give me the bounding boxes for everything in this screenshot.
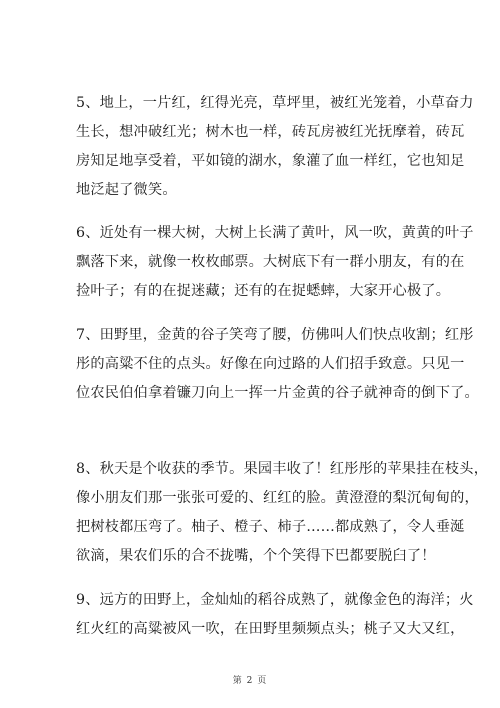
paragraph-line: 彤的高粱不住的点头。好像在向过路的人们招手致意。只见一 xyxy=(76,356,465,372)
paragraph-5 xyxy=(76,89,474,205)
paragraph-line: 位农民伯伯拿着镰刀向上一挥一片金黄的谷子就神奇的倒下了。 xyxy=(76,385,479,401)
paragraph-6 xyxy=(76,219,474,306)
paragraph-line: 6、近处有一棵大树，大树上长满了黄叶，风一吹，黄黄的叶子 xyxy=(76,225,474,241)
paragraph-line: 像小朋友们那一张张可爱的、红红的脸。黄澄澄的梨沉甸甸的， xyxy=(76,490,479,506)
paragraph-line: 捡叶子；有的在捉迷藏；还有的在捉蟋蟀，大家开心极了。 xyxy=(76,283,451,299)
paragraph-7 xyxy=(76,321,479,408)
paragraph-line: 地泛起了微笑。 xyxy=(76,182,177,198)
paragraph-line: 把树枝都压弯了。柚子、橙子、柿子……都成熟了，令人垂涎 xyxy=(76,519,465,535)
paragraph-line: 7、田野里，金黄的谷子笑弯了腰，仿佛叫人们快点收割；红彤 xyxy=(76,327,474,343)
paragraph-line: 红火红的高粱被风一吹，在田野里频频点头；桃子又大又红， xyxy=(76,621,465,637)
paragraph-8 xyxy=(76,455,489,571)
paragraph-line: 房知足地享受着，平如镜的湖水，象灌了血一样红，它也知足 xyxy=(76,153,465,169)
paragraph-9 xyxy=(76,586,474,644)
paragraph-line: 9、远方的田野上，金灿灿的稻谷成熟了，就像金色的海洋；火 xyxy=(76,592,474,608)
paragraph-line: 生长，想冲破红光；树木也一样，砖瓦房被红光抚摩着，砖瓦 xyxy=(76,124,465,140)
paragraph-line: 5、地上，一片红，红得光亮，草坪里，被红光笼着，小草奋力 xyxy=(76,95,474,111)
paragraph-line: 欲滴，果农们乐的合不拢嘴，个个笑得下巴都要脱臼了！ xyxy=(76,548,436,564)
page-number: 第 2 页 xyxy=(232,676,268,686)
paragraph-line: 8、秋天是个收获的季节。果园丰收了！红彤彤的苹果挂在枝头， xyxy=(76,461,489,477)
paragraph-line: 飘落下来，就像一枚枚邮票。大树底下有一群小朋友，有的在 xyxy=(76,254,465,270)
